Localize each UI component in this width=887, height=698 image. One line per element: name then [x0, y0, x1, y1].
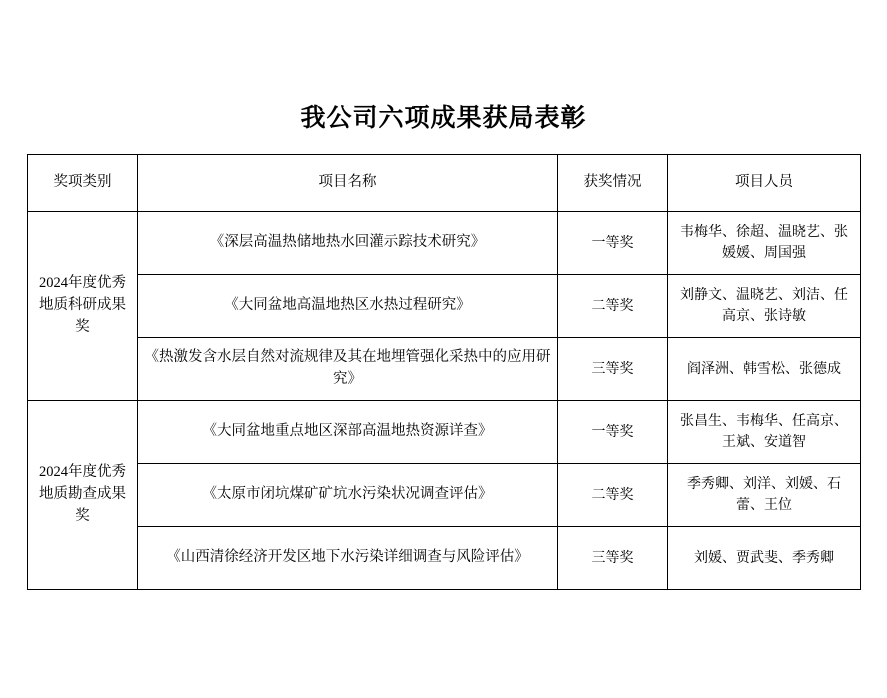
table-row [28, 401, 861, 464]
award-level-cell: 三等奖 [558, 338, 668, 401]
column-header-people: 项目人员 [668, 155, 861, 212]
project-people-cell: 刘媛、贾武斐、季秀卿 [668, 527, 861, 590]
award-level-cell: 二等奖 [558, 275, 668, 338]
project-people-cell: 阎泽洲、韩雪松、张德成 [668, 338, 861, 401]
award-table-container [0, 154, 887, 590]
project-name-cell: 《深层高温热储地热水回灌示踪技术研究》 [138, 212, 558, 275]
award-level-cell: 三等奖 [558, 527, 668, 590]
project-name-cell: 《山西清徐经济开发区地下水污染详细调查与风险评估》 [138, 527, 558, 590]
table-row [28, 527, 861, 590]
column-header-project: 项目名称 [138, 155, 558, 212]
award-level-cell: 二等奖 [558, 464, 668, 527]
table-row [28, 275, 861, 338]
table-row [28, 464, 861, 527]
page-title: 我公司六项成果获局表彰 [300, 105, 587, 132]
project-name-cell: 《太原市闭坑煤矿矿坑水污染状况调查评估》 [138, 464, 558, 527]
document-page [0, 98, 887, 698]
project-name-cell: 《大同盆地高温地热区水热过程研究》 [138, 275, 558, 338]
table-header-row [28, 155, 861, 212]
project-people-cell: 季秀卿、刘洋、刘媛、石蕾、王位 [668, 464, 861, 527]
award-level-cell: 一等奖 [558, 401, 668, 464]
award-table [27, 154, 861, 590]
column-header-category: 奖项类别 [28, 155, 138, 212]
award-level-cell: 一等奖 [558, 212, 668, 275]
category-cell-survey: 2024年度优秀地质勘查成果奖 [28, 401, 138, 590]
project-name-cell: 《大同盆地重点地区深部高温地热资源详查》 [138, 401, 558, 464]
project-people-cell: 刘静文、温晓艺、刘洁、任高京、张诗敏 [668, 275, 861, 338]
project-people-cell: 张昌生、韦梅华、任高京、王斌、安道智 [668, 401, 861, 464]
category-cell-research: 2024年度优秀地质科研成果奖 [28, 212, 138, 401]
table-row [28, 338, 861, 401]
table-body [28, 212, 861, 590]
project-name-cell: 《热激发含水层自然对流规律及其在地埋管强化采热中的应用研究》 [138, 338, 558, 401]
table-header [28, 155, 861, 212]
table-row [28, 212, 861, 275]
column-header-level: 获奖情况 [558, 155, 668, 212]
project-people-cell: 韦梅华、徐超、温晓艺、张媛媛、周国强 [668, 212, 861, 275]
